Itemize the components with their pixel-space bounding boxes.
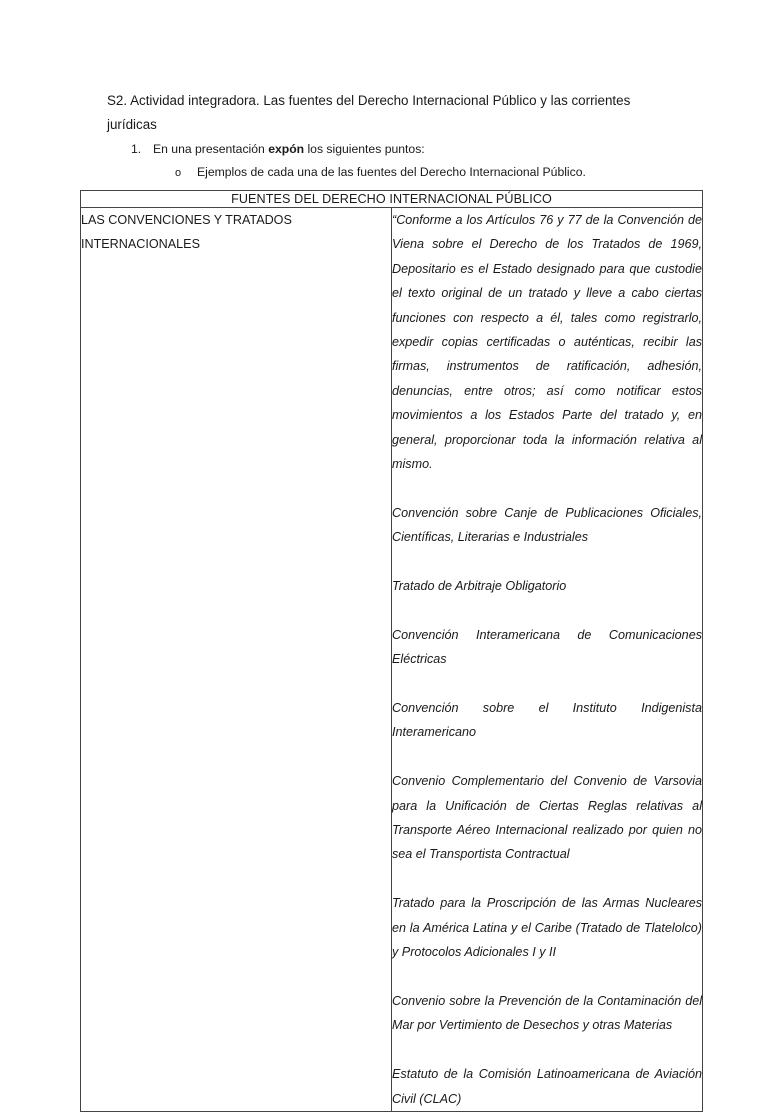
example-item: Convenio sobre la Prevención de la Contaminación del Mar por Vertimiento de Desechos y otras Materias (392, 993, 702, 1033)
example-item: Convenio Complementario del Convenio de Varsovia para la Unificación de Ciertas Reglas relativas al Transporte Aéreo Internacional realizado por quien no sea el Transportista Contractual (392, 774, 702, 862)
instruction-number: 1. (131, 142, 142, 156)
bullet-item (175, 163, 715, 182)
example-item: Tratado de Arbitraje Obligatorio (392, 579, 567, 594)
instruction-item (131, 140, 691, 158)
table-title: FUENTES DEL DERECHO INTERNACIONAL PÚBLICO (81, 191, 703, 208)
example-item: Convención Interamericana de Comunicaciones Eléctricas (392, 627, 702, 667)
source-type-cell: LAS CONVENCIONES Y TRATADOS INTERNACIONALES (81, 208, 392, 1112)
bullet-text: Ejemplos de cada una de las fuentes del Derecho Internacional Público. (197, 165, 586, 179)
examples-cell (392, 208, 703, 1112)
instruction-suffix: los siguientes puntos: (304, 142, 425, 156)
example-item: Convención sobre Canje de Publicaciones Oficiales, Científicas, Literarias e Industriales (392, 505, 702, 545)
bullet-mark: o (175, 167, 182, 179)
example-item: Estatuto de la Comisión Latinoamericana de Aviación Civil (CLAC) (392, 1067, 702, 1106)
instruction-prefix: En una presentación (153, 142, 269, 156)
example-item: Convención sobre el Instituto Indigenista Interamericano (392, 701, 702, 740)
example-item: “Conforme a los Artículos 76 y 77 de la Convención de Viena sobre el Derecho de los Tratados de 1969, Depositario es el Estado designado para que custodie el texto original de un tratado y lleve a cabo ciertas funciones con respecto a él, tales como registrarlo, expedir copias certificadas o auténticas, recibir las firmas, instrumentos de ratificación, adhesión, denuncias, entre otros; así como notificar estos movimientos a los Estados Parte del tratado y, en general, proporcionar toda la información relativa al mismo. (392, 213, 702, 472)
sources-table (80, 190, 703, 1112)
instruction-bold-word: expón (268, 142, 305, 156)
example-item: Tratado para la Proscripción de las Armas Nucleares en la América Latina y el Caribe (Tratado de Tlatelolco) y Protocolos Adicionales I y II (392, 896, 702, 960)
activity-heading: S2. Actividad integradora. Las fuentes del Derecho Internacional Público y las corrientes jurídicas (107, 93, 631, 132)
